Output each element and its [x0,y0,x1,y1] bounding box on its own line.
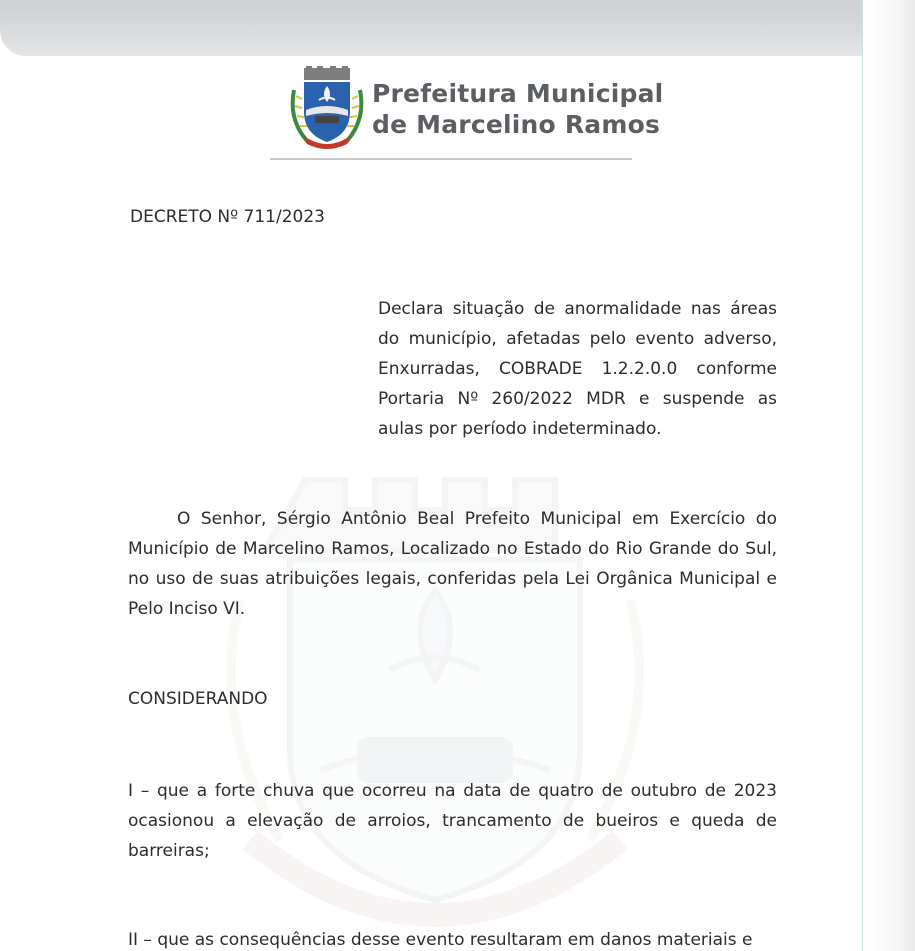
municipality-title [372,78,663,140]
title-line-2: de Marcelino Ramos [372,110,661,139]
decree-ementa: Declara situação de anormalidade nas áreas do município, afetadas pelo evento adverso, Enxurradas, COBRADE 1.2.2.0.0 conforme Portaria Nº 260/2022 MDR e suspende as aulas por período indeterminado. [378,299,777,439]
page-edge-shadow [863,0,915,951]
considerando-heading: CONSIDERANDO [128,689,268,709]
considerando-item-2: II – que as consequências desse evento resultaram em danos materiais e [128,930,753,950]
decree-intro-paragraph: O Senhor, Sérgio Antônio Beal Prefeito Municipal em Exercício do Município de Marcelino Ramos, Localizado no Estado do Rio Grande do Sul, no uso de suas atribuições legais, conferidas pela Lei Orgânica Municipal e Pelo Inciso VI. [128,509,777,619]
municipal-coat-of-arms-icon [290,66,364,150]
page-edge-line [862,0,863,951]
considerando-item-1: I – que a forte chuva que ocorreu na data de quatro de outubro de 2023 ocasionou a elevação de arroios, trancamento de bueiros e queda de barreiras; [128,781,777,861]
header-divider [270,158,632,160]
title-line-1: Prefeitura Municipal [372,79,664,108]
decree-number: DECRETO Nº 711/2023 [130,207,325,227]
scan-shadow-band [0,0,905,56]
